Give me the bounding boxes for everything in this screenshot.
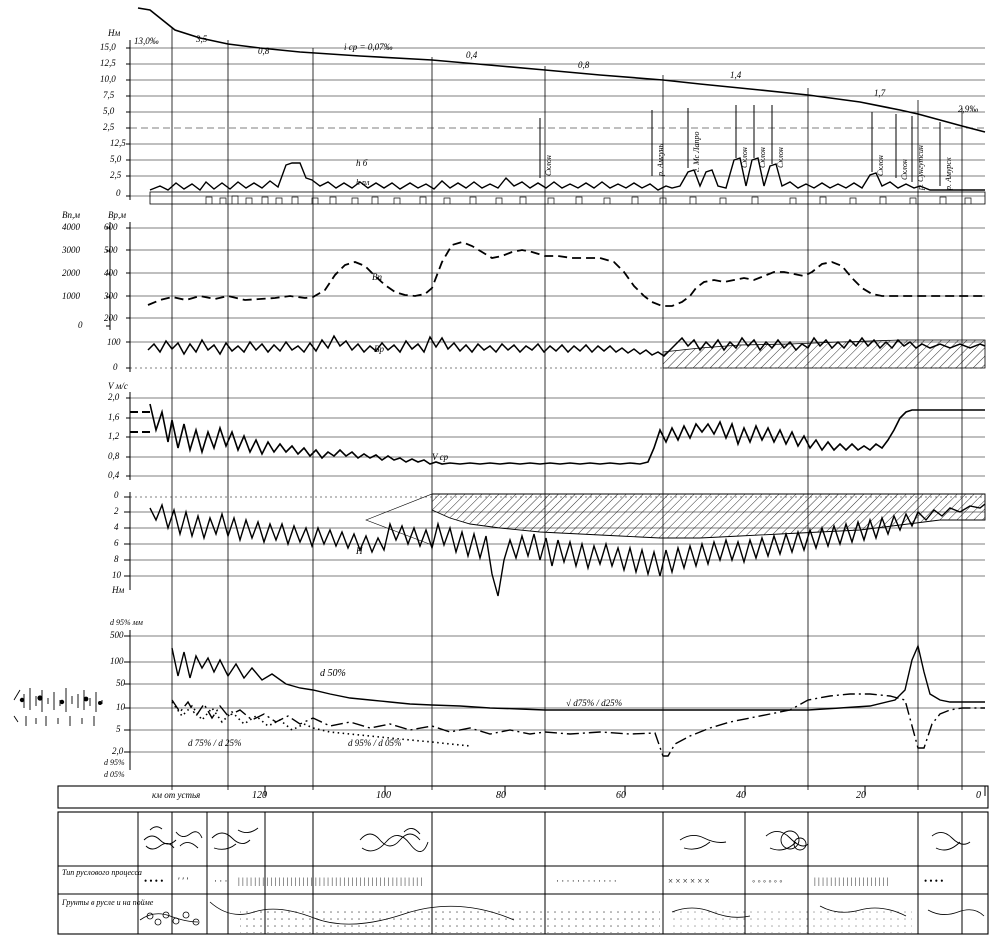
- annotation-3: Склон: [740, 147, 749, 168]
- x-tick-4: 80: [496, 790, 506, 801]
- grain-curve-label-d95d05: d 95% / d 05%: [348, 738, 402, 748]
- svg-text:′ ′ ′: ′ ′ ′: [178, 876, 189, 886]
- profile-ytick-0: 15,0: [100, 42, 116, 52]
- widths-right-tick-5: 100: [107, 337, 121, 347]
- panel-widths: [106, 222, 985, 372]
- grain-left-stack-0: d 95%: [104, 758, 125, 767]
- profile-ytick-extra-a: 12,5: [110, 138, 126, 148]
- x-tick-1: 20: [856, 790, 866, 801]
- depth-tick-3: 6: [114, 538, 119, 548]
- grain-tick-2: 50: [116, 678, 125, 688]
- annotation-7: Склон: [900, 159, 909, 180]
- slope-label-7: 1,7: [874, 88, 886, 98]
- legend-strips: [58, 812, 988, 934]
- widths-left-tick-2: 2000: [62, 268, 80, 278]
- svg-text:× × × × × ×: × × × × × ×: [668, 876, 710, 886]
- profile-ytick-extra-b: 5,0: [110, 154, 122, 164]
- velocity-tick-2: 1,2: [108, 431, 120, 441]
- profile-ytick-extra-c: 2,5: [110, 170, 122, 180]
- velocity-tick-3: 0,8: [108, 451, 120, 461]
- svg-text:• • • •: • • • •: [144, 876, 164, 886]
- svg-text:· · · · · · · · · · · ·: · · · · · · · · · · · ·: [556, 876, 617, 886]
- widths-right-tick-4: 200: [104, 313, 118, 323]
- grain-tick-0: 500: [110, 630, 124, 640]
- grain-curve-label-sqrt: √ d75% / d25%: [566, 698, 623, 708]
- widths-left-tick-4: 0: [78, 320, 83, 330]
- annotation-0: Склон: [544, 155, 553, 176]
- x-tick-5: 100: [376, 790, 391, 801]
- grain-curve-label-d75d25: d 75% / d 25%: [188, 738, 242, 748]
- x-tick-2: 40: [736, 790, 746, 801]
- grain-left-stack-1: d 05%: [104, 770, 125, 779]
- profile-curve-label-hpl: h пл: [356, 178, 370, 187]
- grain-tick-3: 10: [116, 702, 125, 712]
- widths-left-axis-title: Вп,м: [62, 210, 80, 220]
- profile-ytick-3: 7,5: [103, 90, 115, 100]
- widths-right-tick-3: 300: [104, 291, 118, 301]
- widths-left-tick-3: 1000: [62, 291, 80, 301]
- widths-left-tick-1: 3000: [62, 245, 80, 255]
- grain-curve-label-d50: d 50%: [320, 668, 346, 679]
- vertical-gridlines: [172, 28, 962, 790]
- profile-ytick-2: 10,0: [100, 74, 116, 84]
- widths-right-tick-2: 400: [104, 268, 118, 278]
- slope-label-6: 1,4: [730, 70, 742, 80]
- grain-axis-title: d 95% мм: [110, 618, 143, 627]
- depth-tick-0: 0: [114, 490, 119, 500]
- velocity-tick-0: 2,0: [108, 392, 120, 402]
- x-axis-caption: км от устья: [152, 790, 201, 800]
- annotation-5: Склон: [776, 147, 785, 168]
- svg-text:• • • •: • • • •: [924, 876, 944, 886]
- widths-curve-label-vp: Вп: [372, 272, 382, 282]
- svg-text:· · ·: · · ·: [214, 876, 228, 886]
- profile-ytick-1: 12,5: [100, 58, 116, 68]
- annotation-1: р. Амгунь: [656, 143, 665, 176]
- panel-grain: [14, 630, 985, 770]
- widths-right-axis-title: Вр,м: [108, 210, 126, 220]
- annotation-2: г. Мс Лапро: [692, 131, 701, 172]
- profile-ytick-4: 5,0: [103, 106, 115, 116]
- profile-axis-title: Нм: [108, 28, 121, 38]
- grain-tick-1: 100: [110, 656, 124, 666]
- slope-label-1: 3,5: [196, 34, 208, 44]
- profile-ytick-6: 0: [116, 188, 121, 198]
- annotation-6: Склон: [876, 155, 885, 176]
- widths-right-tick-6: 0: [113, 362, 118, 372]
- slope-label-2: 0,8: [258, 46, 270, 56]
- widths-left-tick-0: 4000: [62, 222, 80, 232]
- annotation-4: Склон: [758, 147, 767, 168]
- depth-tick-4: 8: [114, 554, 119, 564]
- velocity-tick-1: 1,6: [108, 412, 120, 422]
- grain-tick-5: 2,0: [112, 746, 124, 756]
- svg-text:◦ ◦ ◦ ◦ ◦ ◦: ◦ ◦ ◦ ◦ ◦ ◦: [752, 876, 783, 886]
- depth-axis-title: Нм: [112, 585, 125, 595]
- slope-label-4: 0,4: [466, 50, 478, 60]
- velocity-tick-4: 0,4: [108, 470, 120, 480]
- x-tick-3: 60: [616, 790, 626, 801]
- velocity-curve-label: V ср: [432, 452, 449, 462]
- grain-tick-4: 5: [116, 724, 121, 734]
- svg-text:| | | | | | | | | | | | | | |: | | | | | | | | | | | | | | | | | | |: [814, 876, 889, 886]
- svg-text:| | | | | | | | | | | | | | |: | | | | | | | | | | | | | | | | | | | | | | | | | | | | | | | | | | | | | | | | | | | | | |: [238, 876, 423, 886]
- legend-row-label-0: Тип руслового процесса: [62, 868, 142, 877]
- panel-velocity: [126, 392, 985, 480]
- x-tick-6: 120: [252, 790, 267, 801]
- profile-curve-label-hb: h б: [356, 158, 368, 168]
- depth-tick-1: 2: [114, 506, 119, 516]
- annotation-9: р. Амурск: [944, 157, 953, 190]
- widths-curve-label-vr: Вр: [374, 344, 384, 354]
- panel-longitudinal-profile: [126, 8, 985, 204]
- depth-tick-5: 10: [112, 570, 121, 580]
- slope-label-3: i ср = 0,07‰: [344, 42, 393, 52]
- panel-depth: [124, 492, 985, 596]
- depth-tick-2: 4: [114, 522, 119, 532]
- slope-label-8: 2,9‰: [958, 104, 979, 114]
- slope-label-5: 0,8: [578, 60, 590, 70]
- velocity-axis-title: V м/с: [108, 381, 128, 391]
- legend-row-label-1: Грунты в русле и на пойме: [62, 898, 154, 907]
- x-tick-0: 0: [976, 790, 981, 801]
- annotation-8: р. Сунгутсин: [916, 145, 925, 190]
- widths-right-tick-0: 600: [104, 222, 118, 232]
- widths-right-tick-1: 500: [104, 245, 118, 255]
- profile-ytick-5: 2,5: [103, 122, 115, 132]
- depth-curve-label: H: [356, 546, 363, 556]
- slope-label-0: 13,0‰: [134, 36, 159, 46]
